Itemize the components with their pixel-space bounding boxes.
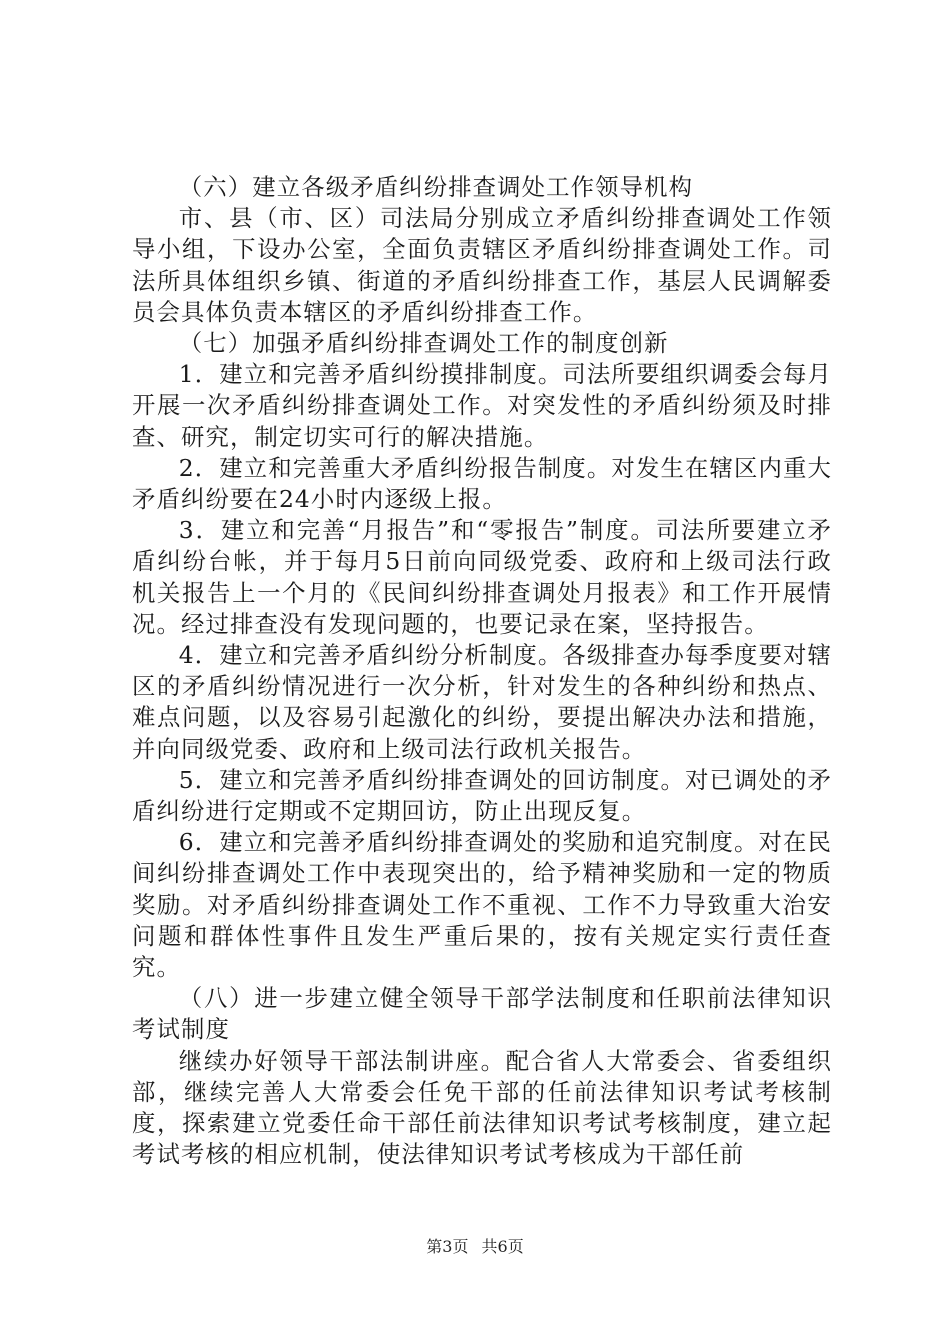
paragraph: 继续办好领导干部法制讲座。配合省人大常委会、省委组织部，继续完善人大常委会任免干部的任前法律知识考试考核制度，探索建立党委任命干部任前法律知识考试考核制度，建立起考试考核的相应机制，使法律知识考试考核成为干部任前	[132, 1046, 832, 1169]
page-number: 第3页	[426, 1237, 469, 1256]
list-item-5: 5．建立和完善矛盾纠纷排查调处的回访制度。对已调处的矛盾纠纷进行定期或不定期回访，防止出现反复。	[132, 765, 832, 826]
page-footer	[0, 1237, 950, 1257]
list-item-3: 3．建立和完善“月报告”和“零报告”制度。司法所要建立矛盾纠纷台帐，并于每月5日前向同级党委、政府和上级司法行政机关报告上一个月的《民间纠纷排查调处月报表》和工作开展情况。经过排查没有发现问题的，也要记录在案，坚持报告。	[132, 516, 832, 638]
document-body	[132, 172, 832, 1171]
list-item-1: 1．建立和完善矛盾纠纷摸排制度。司法所要组织调委会每月开展一次矛盾纠纷排查调处工作。对突发性的矛盾纠纷须及时排查、研究，制定切实可行的解决措施。	[132, 360, 832, 451]
list-item-4: 4．建立和完善矛盾纠纷分析制度。各级排查办每季度要对辖区的矛盾纠纷情况进行一次分析，针对发生的各种纠纷和热点、难点问题，以及容易引起激化的纠纷，要提出解决办法和措施，并向同级党委、政府和上级司法行政机关报告。	[132, 641, 832, 763]
list-item-6: 6．建立和完善矛盾纠纷排查调处的奖励和追究制度。对在民间纠纷排查调处工作中表现突出的，给予精神奖励和一定的物质奖励。对矛盾纠纷排查调处工作不重视、工作不力导致重大治安问题和群体性事件且发生严重后果的，按有关规定实行责任查究。	[132, 828, 832, 982]
section-heading-8: （八）进一步建立健全领导干部学法制度和任职前法律知识考试制度	[132, 984, 832, 1044]
section-heading-7: （七）加强矛盾纠纷排查调处工作的制度创新	[178, 329, 669, 358]
section-heading-6: （六）建立各级矛盾纠纷排查调处工作领导机构	[178, 173, 694, 201]
list-item-2: 2．建立和完善重大矛盾纠纷报告制度。对发生在辖区内重大矛盾纠纷要在24小时内逐级上报。	[132, 453, 832, 514]
page-total: 共6页	[481, 1237, 524, 1256]
paragraph: 市、县（市、区）司法局分别成立矛盾纠纷排查调处工作领导小组，下设办公室，全面负责辖区矛盾纠纷排查调处工作。司法所具体组织乡镇、街道的矛盾纠纷排查工作，基层人民调解委员会具体负责本辖区的矛盾纠纷排查工作。	[132, 204, 832, 326]
